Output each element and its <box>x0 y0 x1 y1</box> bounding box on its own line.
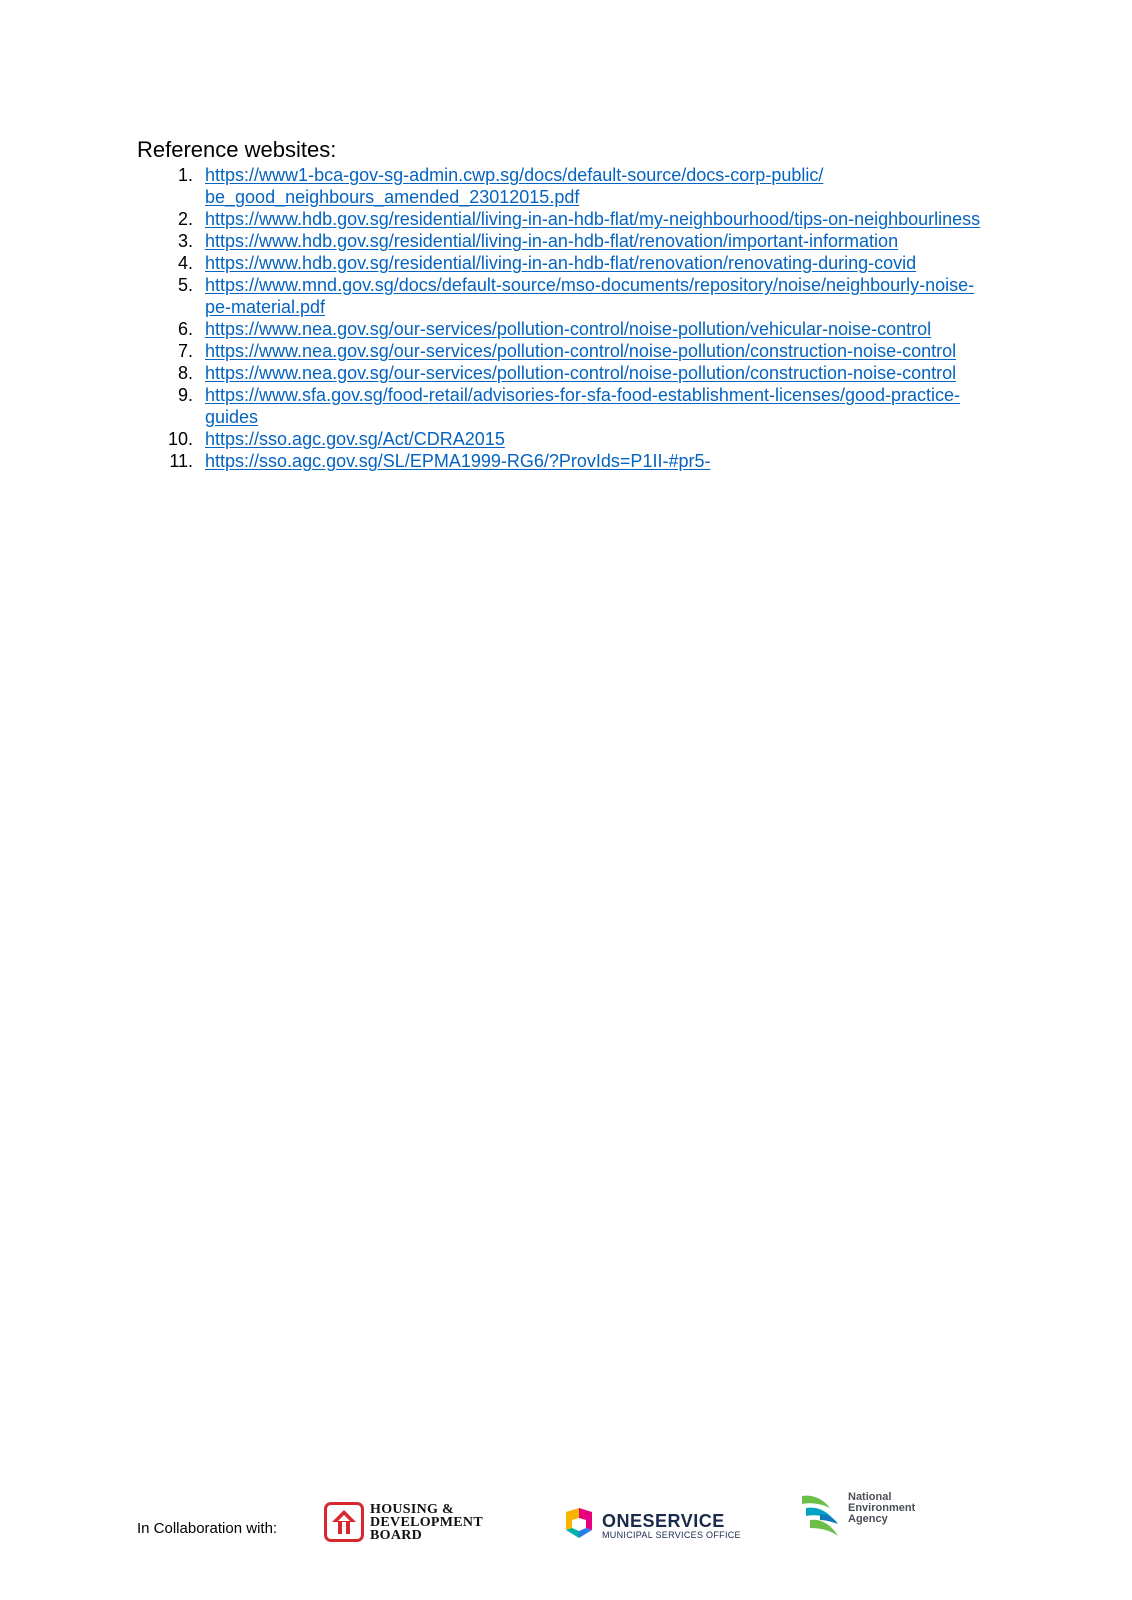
reference-item <box>137 428 1017 450</box>
reference-item <box>137 164 1017 208</box>
reference-link[interactable]: https://www.hdb.gov.sg/residential/living-in-an-hdb-flat/my-neighbourhood/tips-on-neighbourliness <box>205 209 981 229</box>
reference-item <box>137 252 1017 274</box>
reference-number: 8. <box>177 363 193 383</box>
reference-number: 5. <box>177 275 193 295</box>
nea-logo <box>800 1490 915 1545</box>
reference-link[interactable]: https://sso.agc.gov.sg/Act/CDRA2015 <box>205 429 505 449</box>
nea-line2: Environment <box>848 1502 916 1514</box>
collaboration-label: In Collaboration with: <box>137 1520 278 1537</box>
reference-number: 10. <box>167 429 193 449</box>
reference-link[interactable]: https://www.nea.gov.sg/our-services/pollution-control/noise-pollution/vehicular-noise-control <box>205 319 932 339</box>
hdb-line1: HOUSING & <box>370 1501 454 1517</box>
reference-list <box>137 164 1017 472</box>
reference-link[interactable]: https://www.sfa.gov.sg/food-retail/advisories-for-sfa-food-establishment-licenses/good-practice-guides <box>205 385 961 427</box>
reference-item <box>137 318 1017 340</box>
oneservice-title: ONESERVICE <box>602 1510 725 1531</box>
reference-number: 3. <box>177 231 193 251</box>
reference-number: 9. <box>177 385 193 405</box>
nea-swoosh-icon <box>800 1490 846 1545</box>
reference-item <box>137 230 1017 252</box>
reference-item <box>137 274 1017 318</box>
nea-line1: National <box>848 1491 892 1503</box>
reference-number: 1. <box>177 165 193 185</box>
reference-number: 2. <box>177 209 193 229</box>
reference-item <box>137 340 1017 362</box>
reference-item <box>137 450 1017 472</box>
reference-item <box>137 384 1017 428</box>
reference-link[interactable]: https://www.hdb.gov.sg/residential/living-in-an-hdb-flat/renovation/renovating-during-covid <box>205 253 917 273</box>
page-heading: Reference websites: <box>137 137 337 162</box>
reference-link[interactable]: https://www.mnd.gov.sg/docs/default-source/mso-documents/repository/noise/neighbourly-noise-pe-material.pdf <box>205 275 975 317</box>
reference-link[interactable]: https://www.nea.gov.sg/our-services/pollution-control/noise-pollution/construction-noise-control <box>205 341 957 361</box>
reference-link[interactable]: https://www.hdb.gov.sg/residential/living-in-an-hdb-flat/renovation/important-information <box>205 231 899 251</box>
oneservice-subtitle: MUNICIPAL SERVICES OFFICE <box>602 1529 741 1540</box>
footer <box>0 1490 1132 1570</box>
reference-number: 6. <box>177 319 193 339</box>
reference-number: 4. <box>177 253 193 273</box>
reference-item <box>137 208 1017 230</box>
hdb-logo <box>324 1502 483 1542</box>
oneservice-icon <box>562 1506 596 1545</box>
hdb-house-icon <box>324 1502 364 1542</box>
reference-item <box>137 362 1017 384</box>
reference-link[interactable]: https://www.nea.gov.sg/our-services/pollution-control/noise-pollution/construction-noise-control <box>205 363 957 383</box>
oneservice-logo <box>562 1506 741 1545</box>
nea-line3: Agency <box>848 1513 888 1525</box>
hdb-line2: DEVELOPMENT <box>370 1514 483 1530</box>
reference-link[interactable]: https://sso.agc.gov.sg/SL/EPMA1999-RG6/?ProvIds=P1II-#pr5- <box>205 451 711 471</box>
reference-link[interactable]: https://www1-bca-gov-sg-admin.cwp.sg/docs/default-source/docs-corp-public/be_good_neighbours_amended_23012015.pdf <box>205 165 824 207</box>
reference-number: 11. <box>169 451 193 471</box>
reference-number: 7. <box>177 341 193 361</box>
hdb-line3: BOARD <box>370 1527 423 1543</box>
